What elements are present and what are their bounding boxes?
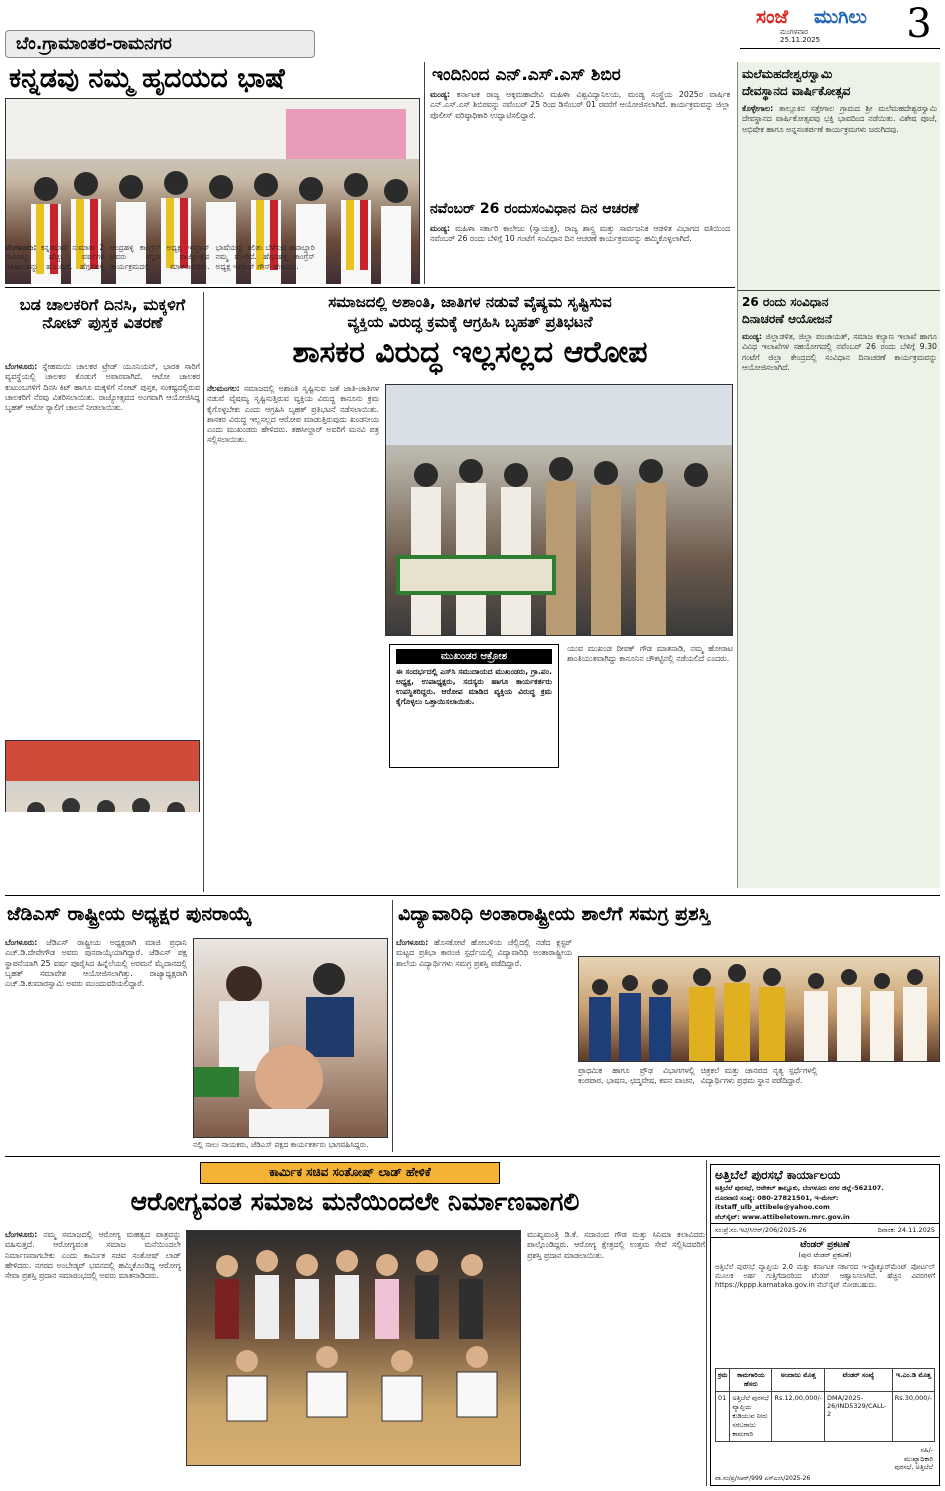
article-jds-body xyxy=(5,938,187,1148)
tender-cell: Rs.12,00,000/- xyxy=(772,1392,825,1442)
tender-cell: ಅತ್ತಿಬೆಲೆ ಪುರಸಭೆ ವ್ಯಾಪ್ತಿಯ ಕುಡಿಯುವ ನೀರು ಸರಬರಾಜು ಕಾಮಗಾರಿ xyxy=(730,1392,772,1442)
article-protest-headline-main: ಶಾಸಕರ ವಿರುದ್ಧ ಇಲ್ಲಸಲ್ಲದ ಆರೋಪ xyxy=(292,335,648,370)
article-protest-headline-2: ವ್ಯಕ್ತಿಯ ವಿರುದ್ಧ ಕ್ರಮಕ್ಕೆ ಆಗ್ರಹಿಸಿ ಬೃಹತ್ ಪ್ರತಿಭಟನೆ xyxy=(347,313,593,331)
article-school xyxy=(396,900,940,1152)
article-drivers-text: ಸ್ನೇಹಮಯಿ ಚಾಲಕರ ಟ್ರೇಡ್ ಯೂನಿಯನ್, ಭಾರತ ಸಾರಿಗೆ ವ್ಯವಸ್ಥೆಯಲ್ಲಿ ಚಾಲಕರ ಕೊಡುಗೆ ಅಪಾರವಾಗಿದೆ. ಆಟೋ ಚಾಲಕರ ಕುಟುಂಬಗಳಿಗೆ ದಿನಸಿ ಕಿಟ್ ಹಾಗೂ ಮಕ್ಕಳಿಗೆ ನೋಟ್ ಪುಸ್ತಕ, ಸಂಕಷ್ಟದಲ್ಲಿರುವ ಚಾಲಕರಿಗೆ ನೆರವು ವಿತರಿಸಲಾಯಿತು. ರಾಜ್ಯೋತ್ಸವದ ಅಂಗವಾಗಿ ಆಯೋಜಿಸಿದ್ದ ಬೃಹತ್ ಆಟೋ ರ‍್ಯಾಲಿಗೆ ಚಾಲನೆ ನೀಡಲಾಯಿತು. xyxy=(5,362,200,413)
article-nss-dateline: ಮಂಡ್ಯ: xyxy=(430,90,451,99)
constitution-day-headline-1: 26 ರಂದು ಸಂವಿಧಾನ xyxy=(742,295,829,309)
article-jds-caption-text: ನಲ್ಲಿ ಸಾಲು ನಾಯಕರು, ಜೆಡಿಎಸ್ ಪಕ್ಷದ ಕಾರ್ಯಕರ್ತರು ಭಾಗವಹಿಸಿದ್ದರು. xyxy=(193,1140,369,1149)
article-health xyxy=(5,1160,705,1486)
column-rule-4 xyxy=(706,1160,707,1486)
article-health-photo xyxy=(186,1230,521,1466)
article-protest-body xyxy=(207,384,379,884)
tender-table-header xyxy=(716,1369,935,1392)
tender-table xyxy=(715,1368,935,1442)
article-jds-headline: ಜೆಡಿಎಸ್ ರಾಷ್ಟ್ರೀಯ ಅಧ್ಯಕ್ಷರ ಪುನರಾಯ್ಕೆ xyxy=(7,903,252,925)
health-photo-illustration xyxy=(187,1231,521,1466)
constitution-day-headline-2: ದಿನಾಚರಣೆ ಆಯೋಜನೆ xyxy=(742,312,833,326)
temple-dateline: ಕೊಳ್ಳೇಗಾಲ: xyxy=(742,104,774,113)
tender-footer: ವಾ.ಸಂ/ಪ್ರ/ಸಿಆರ್/999 ಎಸ್‌ಎಂಸಿ/2025-26 xyxy=(715,1475,811,1482)
tender-notice-title: ಟೆಂಡರ್ ಪ್ರಕಟಣೆ xyxy=(800,1240,850,1251)
article-jds-dateline: ಬೆಂಗಳೂರು: xyxy=(5,938,38,947)
tender-header-cell: ಕಾಮಗಾರಿಯ ಹೆಸರು xyxy=(730,1369,772,1392)
article-drivers-body xyxy=(5,362,200,722)
article-school-text-2: ಪ್ರಾಥಮಿಕ ಹಾಗೂ ಪ್ರೌಢ ವಿಭಾಗಗಳಲ್ಲಿ ಕಂಠಪಾಠ, ಭಾಷಣ, ಛದ್ಮವೇಷ, ಕವನ ವಾಚನ, ಚಿತ್ರಕಲೆ ಮತ್ತು ಜಾನಪದ ನೃತ್ಯ ಸ್ಪರ್ಧೆಗಳಲ್ಲಿ ವಿದ್ಯಾರ್ಥಿಗಳು ಪ್ರಥಮ ಸ್ಥಾನ ಪಡೆದಿದ್ದಾರೆ. xyxy=(578,1066,818,1086)
protest-photo-illustration xyxy=(386,385,733,636)
article-kannada-para-2: ಭಾಷೆಯನ್ನು ಕಲಿತು ಬೆಳೆಸುವ ಜವಾಬ್ದಾರಿ ನಮ್ಮ ಮೇಲಿದೆ. ಹೆಗ್ಗನಹಳ್ಳಿ ಕಾಂಗ್ರೆಸ್ ಅಧ್ಯಕ್ಷ ಇಮ್ರಾನ್ ಗೌಸ್ ಹೇಳಿದರು. xyxy=(215,243,315,271)
page-number: 3 xyxy=(906,2,932,47)
article-kannada-headline: ಕನ್ನಡವು ನಮ್ಮ ಹೃದಯದ ಭಾಷೆ xyxy=(9,63,285,94)
article-nss-body xyxy=(430,90,730,198)
row-rule-3 xyxy=(5,1156,940,1157)
article-school-photo xyxy=(578,956,940,1062)
temple-headline-1: ಮಲೆಮಹದೇಶ್ವರಸ್ವಾಮಿ xyxy=(742,67,833,81)
table-row xyxy=(716,1392,935,1442)
article-drivers-photo xyxy=(5,740,200,812)
article-kannada-para-1: ಕನ್ನಡಭಾಷೆ ಸುಮಾರು 2 ಸಾವಿರಕ್ಕೂ ಹೆಚ್ಚು ವರ್ಷಗಳ ಇತಿಹಾಸವನ್ನು ಹೊಂದಿದೆ. ಹೆಗ್ಗನಹಳ್ಳಿ ಅಂದ್ರಹಳ್ಳಿ ಕಾಂಗ್ರೆಸ್ ಅಧ್ಯಕ್ಷ ಇಮ್ರಾನ್ ಅವರು ಕನ್ನಡ ರಾಜ್ಯೋತ್ಸವ ಕಾರ್ಯಕ್ರಮದಲ್ಲಿ ಮಾತನಾಡಿದರು. xyxy=(5,243,210,271)
tender-cell: DMA/2025-26/IND5329/CALL-2 xyxy=(825,1392,893,1442)
article-health-body xyxy=(5,1230,181,1484)
tender-cell: 01 xyxy=(716,1392,730,1442)
right-column-rule xyxy=(738,290,940,291)
article-protest-text-2: ಯುವ ಮುಖಂಡ ದೀಪಕ್ ಗೌಡ ಮಾತನಾಡಿ, ನಮ್ಮ ಹೋರಾಟ ಶಾಂತಿಯುತವಾಗಿದ್ದು ಕಾನೂನಿನ ಚೌಕಟ್ಟಿನಲ್ಲಿ ನಡೆಯಲಿದೆ ಎಂದರು. xyxy=(567,644,733,664)
article-protest-headline-1: ಸಮಾಜದಲ್ಲಿ ಅಶಾಂತಿ, ಜಾತಿಗಳ ನಡುವೆ ವೈಷ್ಯಮ ಸೃಷ್ಟಿಸುವ xyxy=(328,293,612,311)
school-photo-illustration xyxy=(579,957,940,1062)
masthead-rule xyxy=(740,48,940,49)
article-health-kicker-text: ಕಾರ್ಮಿಕ ಸಚಿವ ಸಂತೋಷ್ ಲಾಡ್ ಹೇಳಿಕೆ xyxy=(269,1165,431,1179)
tender-header-cell: ಟೆಂಡರ್ ಸಂಖ್ಯೆ xyxy=(825,1369,893,1392)
article-kannada-dateline: ಬೆಂಗಳೂರು: xyxy=(5,243,37,252)
article-constitution-text: ಮಹಿಳಾ ಸರ್ಕಾರಿ ಕಾಲೇಜು (ಸ್ವಾಯತ್ತ), ರಾಜ್ಯ ಶಾಸ್ತ್ರ ಮತ್ತು ಸಾರ್ವಜನಿಕ ಆಡಳಿತ ವಿಭಾಗದ ವತಿಯಿಂದ ನವೆಂಬರ್ 26 ರಂದು ಬೆಳಿಗ್ಗೆ 10 ಗಂಟೆಗೆ ಸಂವಿಧಾನ ದಿನ ಆಚರಣೆ ಕಾರ್ಯಕ್ರಮವನ್ನು ಹಮ್ಮಿಕೊಳ್ಳಲಾಗಿದೆ. xyxy=(430,224,730,244)
article-health-text: ನಮ್ಮ ಸಮಾಜದಲ್ಲಿ ಆರೋಗ್ಯ ಮಹತ್ವದ ಪಾತ್ರವನ್ನು ವಹಿಸುತ್ತದೆ. ಆರೋಗ್ಯವಂತ ಸಮಾಜ ಮನೆಯಿಂದಲೇ ನಿರ್ಮಾಣವಾಗಬೇಕು ಎಂದು ಕಾರ್ಮಿಕ ಸಚಿವ ಸಂತೋಷ್ ಲಾಡ್ ಹೇಳಿದರು. ನಗರದ ಅಂಬೇಡ್ಕರ್ ಭವನದಲ್ಲಿ ಹಮ್ಮಿಕೊಂಡಿದ್ದ ಆರೋಗ್ಯ ಸೇವಾ ಪ್ರಶಸ್ತಿ ಪ್ರದಾನ ಸಮಾರಂಭದಲ್ಲಿ ಅವರು ಮಾತನಾಡಿದರು. xyxy=(5,1230,181,1281)
article-drivers-dateline: ಬೆಂಗಳೂರು: xyxy=(5,362,38,371)
tender-sign-1: ಸಹಿ/- xyxy=(920,1446,933,1455)
tender-phone: ದೂರವಾಣಿ ಸಂಖ್ಯೆ: 080-27821501, ಇ-ಮೇಲ್: itstaff_ulb_attibele@yahoo.com xyxy=(715,1194,839,1212)
article-health-kicker xyxy=(200,1162,500,1184)
article-constitution-headline: ನವೆಂಬರ್ 26 ರಂದುಸಂವಿಧಾನ ದಿನ ಆಚರಣೆ xyxy=(430,201,639,217)
tender-cell: Rs.30,000/- xyxy=(892,1392,934,1442)
article-school-dateline: ಬೆಂಗಳೂರು: xyxy=(396,938,429,947)
article-jds-text: ಜೆಡಿಎಸ್ ರಾಷ್ಟ್ರೀಯ ಅಧ್ಯಕ್ಷರಾಗಿ ಮಾಜಿ ಪ್ರಧಾನಿ ಎಚ್.ಡಿ.ದೇವೇಗೌಡ ಅವರು ಪುನರಾಯ್ಕೆಯಾಗಿದ್ದಾರೆ. ಜೆಡಿಎಸ್ ಪಕ್ಷ ಸ್ಥಾಪನೆಯಾಗಿ 25 ವರ್ಷ ಪೂರೈಸಿದ ಹಿನ್ನೆಲೆಯಲ್ಲಿ ಅರಮನೆ ಮೈದಾನದಲ್ಲಿ ಬೃಹತ್ ಸಮಾವೇಶ ಆಯೋಜಿಸಲಾಗಿತ್ತು. ರಾಜ್ಯಾಧ್ಯಕ್ಷರಾಗಿ ಎಚ್.ಡಿ.ಕುಮಾರಸ್ವಾಮಿ ಅವರು ಮುಂದುವರಿಯಲಿದ್ದಾರೆ. xyxy=(5,938,188,989)
article-protest-dateline: ನೆಲಮಂಗಲ: xyxy=(207,384,240,393)
date-label: 25.11.2025 xyxy=(780,36,821,44)
row-rule-1 xyxy=(5,287,735,288)
article-kannada-body xyxy=(5,243,420,283)
tender-header-cell: ಇ.ಎಂ.ಡಿ ಮೊತ್ತ xyxy=(892,1369,934,1392)
temple-headline-2: ದೇವಸ್ಥಾನದ ವಾರ್ಷಿಕೋತ್ಸವ xyxy=(742,84,851,98)
tender-notice-subtitle: (ಪುನಃ ಟೆಂಡರ್ ಪ್ರಕಟಣೆ) xyxy=(798,1251,852,1260)
tender-website: ವೆಬ್‌ಸೈಟ್: www.attibeletown.mrc.gov.in xyxy=(715,1213,850,1222)
temple-body xyxy=(742,104,937,319)
tender-body: ಅತ್ತಿಬೆಲೆ ಪುರಸಭೆ ವ್ಯಾಪ್ತಿಯ 2.0 ಮತ್ತು ಕರ್ನಾಟಕ ಸರ್ಕಾರದ ಇ-ಪ್ರೊಕ್ಯೂರ್‌ಮೆಂಟ್ ಪೋರ್ಟಲ್ ಮೂಲಕ ಅರ್ಹ ಗುತ್ತಿಗೆದಾರರಿಂದ ಟೆಂಡರ್ ಆಹ್ವಾನಿಸಲಾಗಿದೆ. ಹೆಚ್ಚಿನ ವಿವರಗಳಿಗೆ https://kppp.karnataka.gov.in ವೆಬ್‌ಸೈಟ್ ನೋಡಬಹುದು. xyxy=(715,1263,935,1290)
tender-sign-3: ಪುರಸಭೆ, ಅತ್ತಿಬೆಲೆ xyxy=(894,1462,933,1471)
column-rule-3 xyxy=(392,900,393,1152)
article-protest-photo xyxy=(385,384,733,636)
article-school-body xyxy=(396,938,572,1150)
article-nss-text: ಕರ್ನಾಟಕ ರಾಜ್ಯ ಅಕ್ಕಮಹಾದೇವಿ ಮಹಿಳಾ ವಿಶ್ವವಿದ್ಯಾನಿಲಯ, ಮಂಡ್ಯ ಸಂಸ್ಥೆಯ 2025ರ ವಾರ್ಷಿಕ ಎನ್.ಎಸ್.ಎಸ್ ಶಿಬಿರವನ್ನು ನವೆಂಬರ್ 25 ರಿಂದ ಡಿಸೆಂಬರ್ 01 ರವರೆಗೆ ಆಯೋಜಿಸಲಾಗಿದೆ. ಕಾರ್ಯಕ್ರಮವನ್ನು ಜಿಲ್ಲಾ ಪೊಲೀಸ್ ವರಿಷ್ಠಾಧಿಕಾರಿ ಉದ್ಘಾಟಿಸಲಿದ್ದಾರೆ. xyxy=(430,90,730,120)
article-jds-photo xyxy=(193,938,388,1138)
article-health-text-2: ಮುಖ್ಯಮಂತ್ರಿ ಡಿ.ಕೆ. ಸದಾನಂದ ಗೌಡ ಮತ್ತು ಸಿನಿಮಾ ಕಲಾವಿದರು ಪಾಲ್ಗೊಂಡಿದ್ದರು. ಆರೋಗ್ಯ ಕ್ಷೇತ್ರದಲ್ಲಿ ಉತ್ತಮ ಸೇವೆ ಸಲ್ಲಿಸಿದವರಿಗೆ ಪ್ರಶಸ್ತಿ ಪ್ರದಾನ ಮಾಡಲಾಯಿತು. xyxy=(527,1230,705,1260)
article-protest-text: ಸಮಾಜದಲ್ಲಿ ಅಶಾಂತಿ ಸೃಷ್ಟಿಸುವ ಜತೆ ಜಾತಿ-ಜಾತಿಗಳ ನಡುವೆ ವೈಷಮ್ಯ ಸೃಷ್ಟಿಸುತ್ತಿರುವ ವ್ಯಕ್ತಿಯ ವಿರುದ್ಧ ಕಾನೂನು ಕ್ರಮ ಕೈಗೊಳ್ಳಬೇಕು ಎಂದು ಆಗ್ರಹಿಸಿ ಬೃಹತ್ ಪ್ರತಿಭಟನೆ ನಡೆಸಲಾಯಿತು. ಶಾಸಕರ ವಿರುದ್ಧ ಇಲ್ಲಸಲ್ಲದ ಆರೋಪ ಮಾಡುತ್ತಿರುವುದು ಖಂಡನೀಯ ಎಂದು ಮುಖಂಡರು ಹೇಳಿದರು. ತಹಸೀಲ್ದಾರ್ ಅವರಿಗೆ ಮನವಿ ಪತ್ರ ಸಲ್ಲಿಸಲಾಯಿತು. xyxy=(207,384,379,445)
tender-ref-row xyxy=(711,1223,939,1238)
article-protest-caption xyxy=(389,644,559,768)
tender-title: ಅತ್ತಿಬೆಲೆ ಪುರಸಭೆ ಕಾರ್ಯಾಲಯ xyxy=(715,1168,841,1182)
section-label xyxy=(5,30,315,58)
row-rule-2 xyxy=(5,895,940,896)
article-protest-caption-text: ಈ ಸಂದರ್ಭದಲ್ಲಿ ಎಸ್‌ಸಿ ಸಮುದಾಯದ ಮುಖಂಡರು, ಗ್ರಾ.ಪಂ. ಅಧ್ಯಕ್ಷ, ಉಪಾಧ್ಯಕ್ಷರು, ಸದಸ್ಯರು ಹಾಗೂ ಕಾರ್ಯಕರ್ತರು ಉಪಸ್ಥಿತರಿದ್ದರು. ಆರೋಪ ಮಾಡಿದ ವ್ಯಕ್ತಿಯ ವಿರುದ್ಧ ಕ್ರಮ ಕೈಗೊಳ್ಳಲು ಒತ್ತಾಯಿಸಲಾಯಿತು. xyxy=(396,667,552,706)
tender-sign-2: ಮುಖ್ಯಾಧಿಕಾರಿ xyxy=(903,1454,933,1463)
article-constitution-body xyxy=(430,224,730,282)
article-jds xyxy=(5,900,388,1152)
article-school-body-2 xyxy=(578,1066,940,1150)
constitution-day-text: ಜಿಲ್ಲಾಡಳಿತ, ಜಿಲ್ಲಾ ಪಂಚಾಯತ್, ಸಮಾಜ ಕಲ್ಯಾಣ ಇಲಾಖೆ ಹಾಗೂ ವಿವಿಧ ಇಲಾಖೆಗಳ ಸಹಯೋಗದಲ್ಲಿ ನವೆಂಬರ್ 26 ರಂದು ಬೆಳಿಗ್ಗೆ 9.30 ಗಂಟೆಗೆ ಜಿಲ್ಲಾ ಕೇಂದ್ರದಲ್ಲಿ ಸಂವಿಧಾನ ದಿನಾಚರಣೆ ಕಾರ್ಯಕ್ರಮವನ್ನು ಆಯೋಜಿಸಲಾಗಿದೆ. xyxy=(742,332,937,372)
article-jds-caption xyxy=(193,1140,388,1155)
tender-ref: ಸಂ:ಪ್ರೆ.ಸಂ.ಇಟಿ/ಸಿಆರ್/206/2025-26 xyxy=(715,1226,807,1235)
article-health-dateline: ಬೆಂಗಳೂರು: xyxy=(5,1230,38,1239)
article-drivers xyxy=(5,292,200,812)
right-column xyxy=(737,62,940,888)
article-health-body-2 xyxy=(527,1230,705,1484)
constitution-day-dateline: ಮಂಡ್ಯ: xyxy=(742,332,763,341)
article-drivers-headline: ಬಡ ಚಾಲಕರಿಗೆ ದಿನಸಿ, ಮಕ್ಕಳಿಗೆ ನೋಟ್ ಪುಸ್ತಕ ವಿತರಣೆ xyxy=(19,295,186,332)
logo-part-b: ಮುಗಿಲು xyxy=(814,6,867,28)
tender-address: ಅತ್ತಿಬೆಲೆ ಪುರಸಭೆ, ಆನೇಕಲ್ ತಾಲ್ಲೂಕು, ಬೆಂಗಳೂರು ನಗರ ಜಿಲ್ಲೆ-562107. xyxy=(715,1184,884,1193)
column-rule xyxy=(424,62,425,284)
column-rule-2 xyxy=(203,292,204,892)
article-school-text: ಹೊಸಕೋಟೆ ಹೋಬಳಿಯ ಚೆಲ್ಲಿದಲ್ಲಿ ನಡೆದ ಕ್ಲಸ್ಟರ್ ಮಟ್ಟದ ಪ್ರತಿಭಾ ಕಾರಂಜಿ ಸ್ಪರ್ಧೆಯಲ್ಲಿ ವಿದ್ಯಾವಾರಿಧಿ ಅಂತಾರಾಷ್ಟ್ರೀಯ ಶಾಲೆಯ ವಿದ್ಯಾರ್ಥಿಗಳು ಸಮಗ್ರ ಪ್ರಶಸ್ತಿ ಪಡೆದಿದ್ದಾರೆ. xyxy=(396,938,572,968)
article-protest-caption-title: ಮುಖಂಡರ ಆಕ್ರೋಶ xyxy=(396,649,552,664)
tender-header-cell: ಅಂದಾಜು ಮೊತ್ತ xyxy=(772,1369,825,1392)
tender-signature xyxy=(711,1442,939,1471)
article-protest-body-2 xyxy=(567,644,733,884)
day-label: ಮಂಗಳವಾರ xyxy=(780,28,809,36)
tender-date: ದಿನಾಂಕ: 24.11.2025 xyxy=(877,1226,935,1235)
temple-text: ತಾಲ್ಲೂಕಿನ ಸತ್ತೇಗಾಲ ಗ್ರಾಮದ ಶ್ರೀ ಮಲೆಮಹದೇಶ್ವರಸ್ವಾಮಿ ದೇವಸ್ಥಾನದ ವಾರ್ಷಿಕೋತ್ಸವವು ಭಕ್ತಿ ಭಾವದಿಂದ ನಡೆಯಿತು. ವಿಶೇಷ ಪೂಜೆ, ಅಭಿಷೇಕ ಹಾಗೂ ಅನ್ನಸಂತರ್ಪಣೆ ಕಾರ್ಯಕ್ರಮಗಳು ಜರುಗಿದವು. xyxy=(742,104,937,134)
tender-header-cell: ಕ್ರಮ xyxy=(716,1369,730,1392)
section-name: ಬೆಂ.ಗ್ರಾಮಾಂತರ-ರಾಮನಗರ xyxy=(16,34,172,54)
article-constitution-dateline: ಮಂಡ್ಯ: xyxy=(430,224,451,233)
tender-table-wrap xyxy=(711,1368,939,1442)
article-nss xyxy=(428,62,733,284)
logo-part-a: ಸಂಜೆ xyxy=(756,6,789,28)
article-nss-headline: ಇಂದಿನಿಂದ ಎನ್.ಎಸ್.ಎಸ್ ಶಿಬಿರ xyxy=(432,65,621,85)
article-health-headline: ಆರೋಗ್ಯವಂತ ಸಮಾಜ ಮನೆಯಿಂದಲೇ ನಿರ್ಮಾಣವಾಗಲಿ xyxy=(130,1187,580,1216)
article-school-headline: ವಿದ್ಯಾವಾರಿಧಿ ಅಂತಾರಾಷ್ಟ್ರೀಯ ಶಾಲೆಗೆ ಸಮಗ್ರ ಪ್ರಶಸ್ತಿ xyxy=(398,903,711,925)
drivers-photo-illustration xyxy=(6,741,200,812)
jds-photo-illustration xyxy=(194,939,388,1138)
constitution-day-body xyxy=(742,332,937,882)
tender-notice xyxy=(710,1164,940,1486)
article-protest xyxy=(207,292,733,892)
